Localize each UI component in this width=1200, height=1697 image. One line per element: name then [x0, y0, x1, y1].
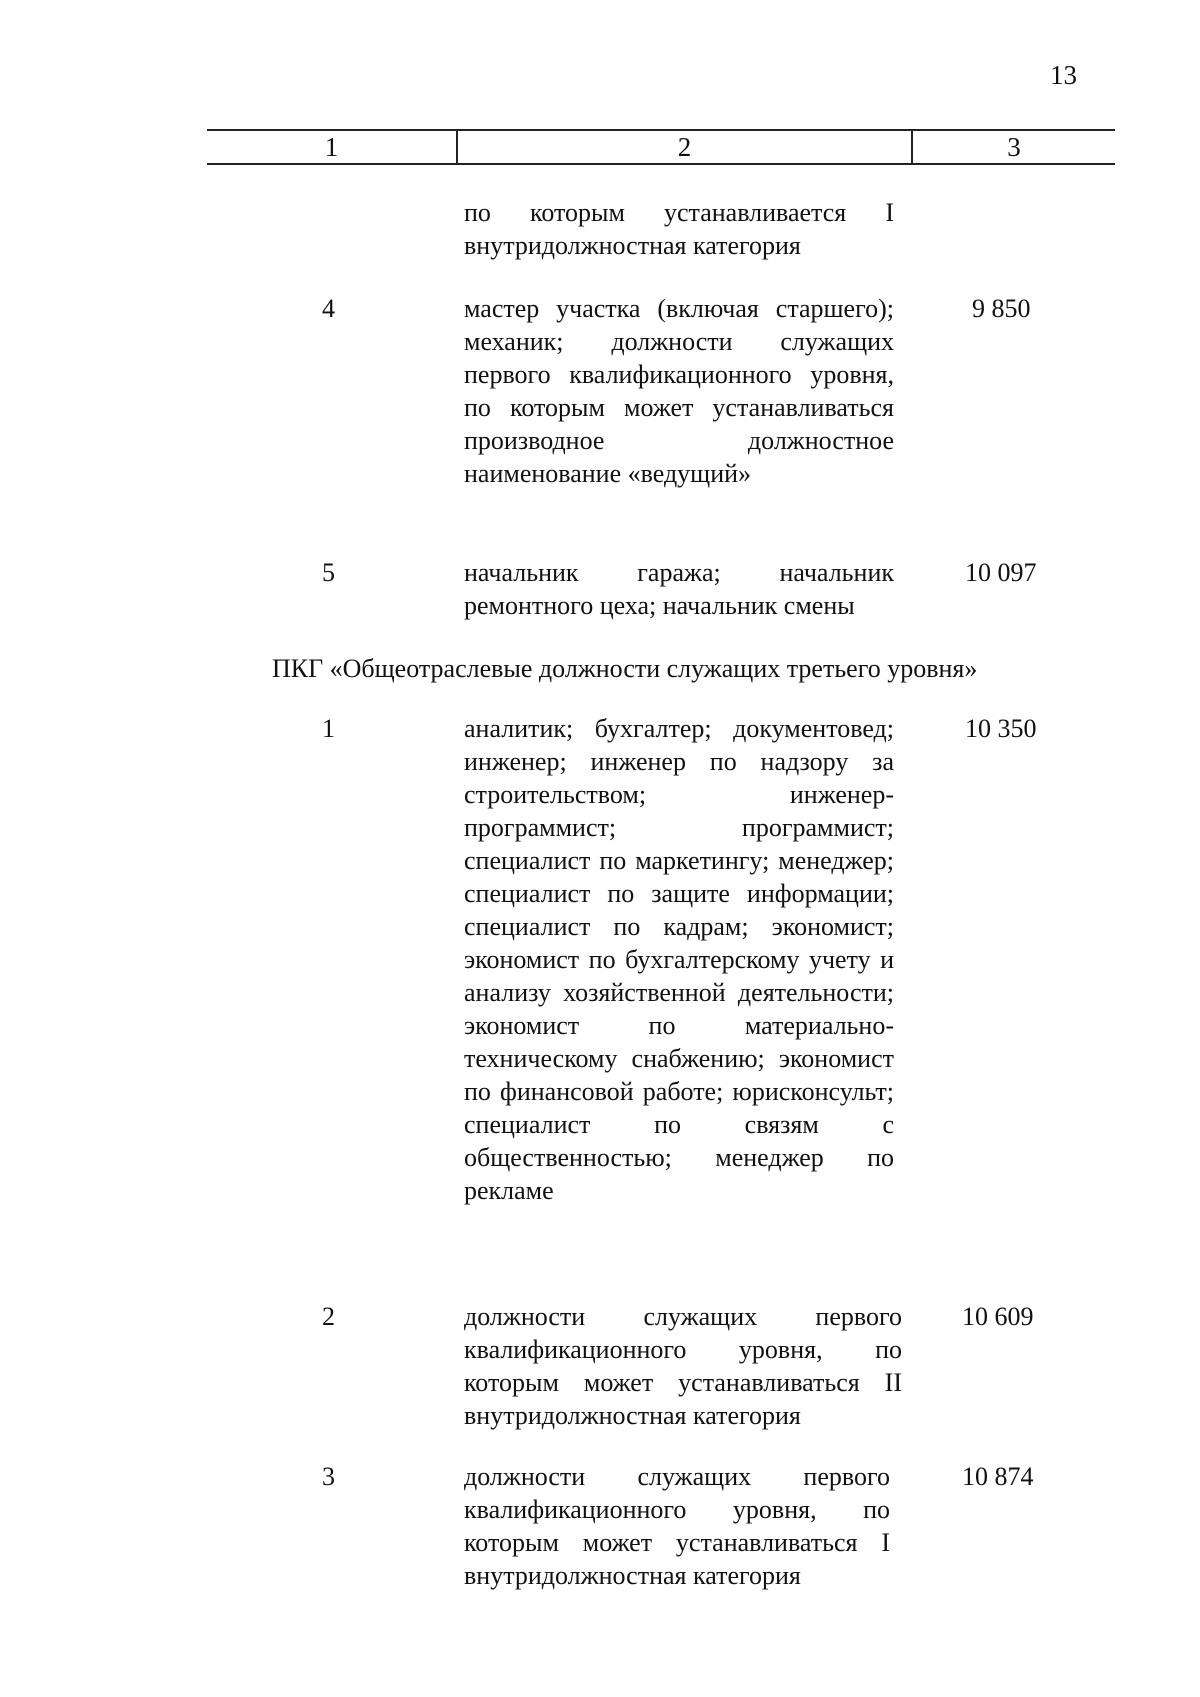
row-value: 10 350: [965, 714, 1037, 743]
header-col-3: 3: [1007, 132, 1021, 162]
row-text: по которым устанавливается I внутридолжностная категория: [464, 198, 894, 260]
row-text: мастер участка (включая старшего); механик; должности служащих первого квалификационного уровня, по которым может устанавливаться производное должностное наименование «ведущий»: [464, 294, 894, 488]
row-number: 4: [322, 294, 335, 323]
row-text: должности служащих первого квалификационного уровня, по которым может устанавливаться I внутридолжностная категория: [464, 1462, 890, 1590]
row-number: 1: [322, 714, 335, 743]
row-text: должности служащих первого квалификационного уровня, по которым может устанавливаться II внутридолжностная категория: [464, 1302, 902, 1430]
row-number: 5: [322, 558, 335, 587]
row-number: 2: [322, 1302, 335, 1331]
row-text: начальник гаража; начальник ремонтного цеха; начальник смены: [464, 558, 894, 620]
page-number: 13: [1050, 60, 1077, 90]
header-col-1: 1: [324, 132, 339, 162]
row-number: 3: [322, 1462, 335, 1491]
row-value: 10 874: [962, 1462, 1034, 1491]
row-value: 10 097: [965, 558, 1037, 587]
header-col-2: 2: [677, 132, 692, 162]
row-text: аналитик; бухгалтер; документовед; инженер; инженер по надзору за строительством; инженер-программист; программист; специалист по маркетингу; менеджер; специалист по защите информации; специалист по кадрам; экономист; экономист по бухгалтерскому учету и анализу хозяйственной деятельности; экономист по материально-техническому снабжению; экономист по финансовой работе; юрисконсульт; специалист по связям с общественностью; менеджер по рекламе: [464, 714, 894, 1205]
header-bottom-rule: [207, 163, 1115, 165]
group-title: ПКГ «Общеотраслевые должности служащих третьего уровня»: [272, 654, 978, 683]
row-value: 10 609: [962, 1302, 1034, 1331]
row-value: 9 850: [972, 294, 1031, 323]
